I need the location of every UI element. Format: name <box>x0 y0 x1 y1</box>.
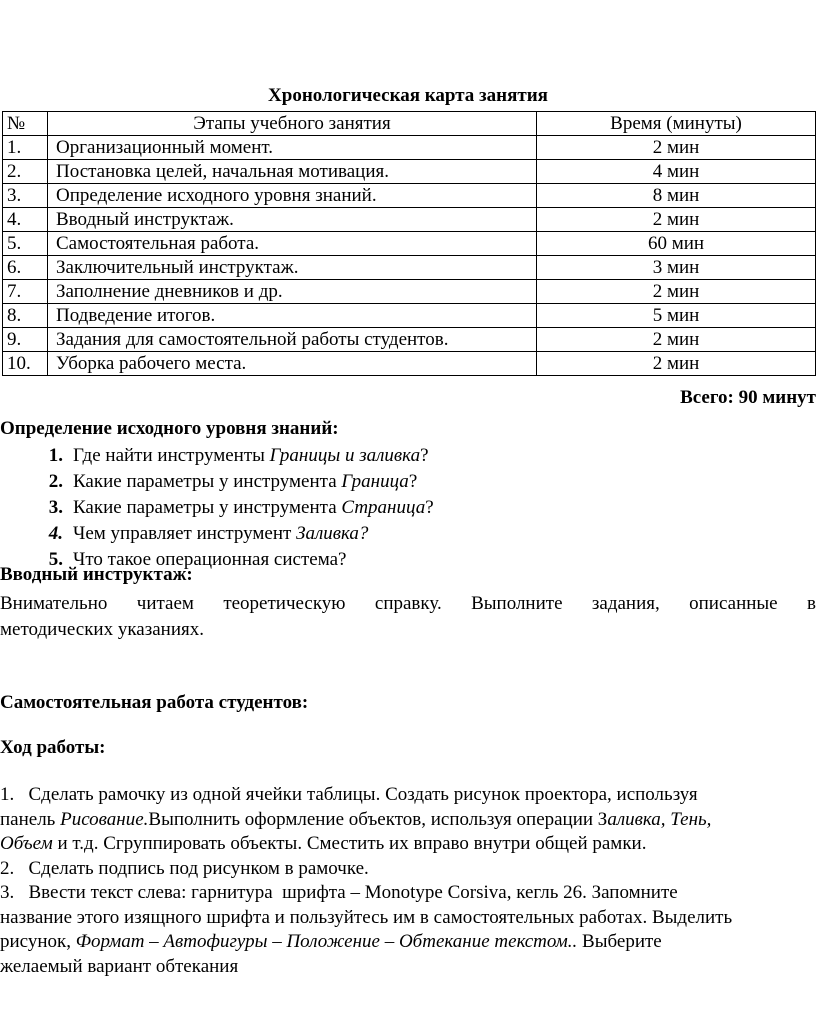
row-number: 8. <box>3 304 48 328</box>
row-number: 5. <box>3 232 48 256</box>
instruction-heading: Вводный инструктаж: <box>0 564 193 585</box>
row-time: 2 мин <box>537 208 816 232</box>
table-row <box>3 280 816 304</box>
row-stage: Определение исходного уровня знаний. <box>48 184 537 208</box>
list-item <box>0 521 434 547</box>
row-stage: Заполнение дневников и др. <box>48 280 537 304</box>
task-text: Выполнить оформление объектов, используя операции З <box>148 808 608 830</box>
row-number: 10. <box>3 352 48 376</box>
word: теоретическую <box>223 593 346 614</box>
row-time: 60 мин <box>537 232 816 256</box>
header-stages: Этапы учебного занятия <box>48 112 537 136</box>
question-number: 4. <box>48 523 63 544</box>
header-time: Время (минуты) <box>537 112 816 136</box>
task-line: 2. Сделать подпись под рисунком в рамочке. <box>0 857 369 879</box>
task-line: 1. Сделать рамочку из одной ячейки таблицы. Создать рисунок проектора, используя <box>0 784 698 805</box>
workflow-heading: Ход работы: <box>0 737 106 758</box>
question-number: 2. <box>48 471 63 492</box>
list-item <box>0 495 434 521</box>
task-emphasis: Формат – Автофигуры – Положение – Обтекание текстом.. <box>75 931 578 952</box>
row-time: 2 мин <box>537 352 816 376</box>
task-emphasis: аливка, Тень, <box>607 808 712 830</box>
word: описанные <box>689 593 778 614</box>
task-line: желаемый вариант обтекания <box>0 955 239 977</box>
instruction-line: методических указаниях. <box>0 619 204 640</box>
question-text: Где найти инструменты <box>73 445 270 466</box>
row-time: 2 мин <box>537 280 816 304</box>
row-stage: Вводный инструктаж. <box>48 208 537 232</box>
row-stage: Задания для самостоятельной работы студентов. <box>48 328 537 352</box>
question-suffix: ? <box>408 471 418 492</box>
chronology-table <box>2 111 816 376</box>
row-time: 3 мин <box>537 256 816 280</box>
table-row <box>3 208 816 232</box>
total-time: Всего: 90 минут <box>680 387 816 408</box>
task-emphasis: Рисование. <box>60 808 149 830</box>
task-list <box>0 783 816 979</box>
word: справку. <box>374 593 442 614</box>
document-title: Хронологическая карта занятия <box>268 85 548 106</box>
question-number: 1. <box>48 445 63 466</box>
task-text: Выберите <box>577 931 662 952</box>
row-number: 3. <box>3 184 48 208</box>
question-emphasis: Заливка? <box>296 523 369 544</box>
row-number: 6. <box>3 256 48 280</box>
table-row <box>3 232 816 256</box>
row-number: 4. <box>3 208 48 232</box>
row-number: 1. <box>3 136 48 160</box>
row-number: 2. <box>3 160 48 184</box>
table-row <box>3 256 816 280</box>
question-emphasis: Страница <box>341 497 426 518</box>
task-line <box>0 808 816 833</box>
question-number: 5. <box>48 549 63 570</box>
question-suffix: ? <box>420 445 429 466</box>
list-item <box>0 443 434 469</box>
row-stage: Заключительный инструктаж. <box>48 256 537 280</box>
row-time: 2 мин <box>537 328 816 352</box>
task-text: рисунок, <box>0 931 76 952</box>
row-stage: Уборка рабочего места. <box>48 352 537 376</box>
word: задания, <box>591 593 660 614</box>
instruction-paragraph <box>0 590 816 642</box>
row-time: 5 мин <box>537 304 816 328</box>
question-emphasis: Границы и заливка <box>269 445 421 466</box>
row-stage: Самостоятельная работа. <box>48 232 537 256</box>
question-text: Какие параметры у инструмента <box>73 497 342 518</box>
row-number: 7. <box>3 280 48 304</box>
question-text: Чем управляет инструмент <box>73 523 297 544</box>
table-row <box>3 160 816 184</box>
task-emphasis: Объем <box>0 833 53 854</box>
question-suffix: ? <box>425 497 434 518</box>
row-stage: Подведение итогов. <box>48 304 537 328</box>
knowledge-heading: Определение исходного уровня знаний: <box>0 418 339 439</box>
word: читаем <box>136 593 194 614</box>
word: Выполните <box>471 593 563 614</box>
knowledge-questions-list <box>0 443 434 573</box>
task-line <box>0 930 816 955</box>
question-text: Какие параметры у инструмента <box>73 471 342 492</box>
task-line <box>0 832 816 857</box>
question-emphasis: Граница <box>341 471 409 492</box>
word: в <box>806 593 816 614</box>
word: Внимательно <box>0 593 108 614</box>
table-header-row <box>3 112 816 136</box>
row-time: 2 мин <box>537 136 816 160</box>
task-line: 3. Ввести текст слева: гарнитура шрифта – Monotype Corsiva, кегль 26. Запомните <box>0 882 678 903</box>
table-row <box>3 328 816 352</box>
table-row <box>3 184 816 208</box>
row-time: 4 мин <box>537 160 816 184</box>
task-text: панель <box>0 808 61 830</box>
row-stage: Организационный момент. <box>48 136 537 160</box>
instruction-line <box>0 590 816 617</box>
table-row <box>3 136 816 160</box>
row-stage: Постановка целей, начальная мотивация. <box>48 160 537 184</box>
table-row <box>3 352 816 376</box>
independent-work-heading: Самостоятельная работа студентов: <box>0 692 309 713</box>
question-number: 3. <box>48 497 63 518</box>
header-number: № <box>3 112 48 136</box>
task-line: название этого изящного шрифта и пользуйтесь им в самостоятельных работах. Выделить <box>0 906 733 928</box>
task-text: и т.д. Сгруппировать объекты. Сместить их вправо внутри общей рамки. <box>52 833 647 854</box>
list-item <box>0 469 434 495</box>
question-text: Что такое операционная система? <box>73 549 347 570</box>
row-time: 8 мин <box>537 184 816 208</box>
table-row <box>3 304 816 328</box>
row-number: 9. <box>3 328 48 352</box>
